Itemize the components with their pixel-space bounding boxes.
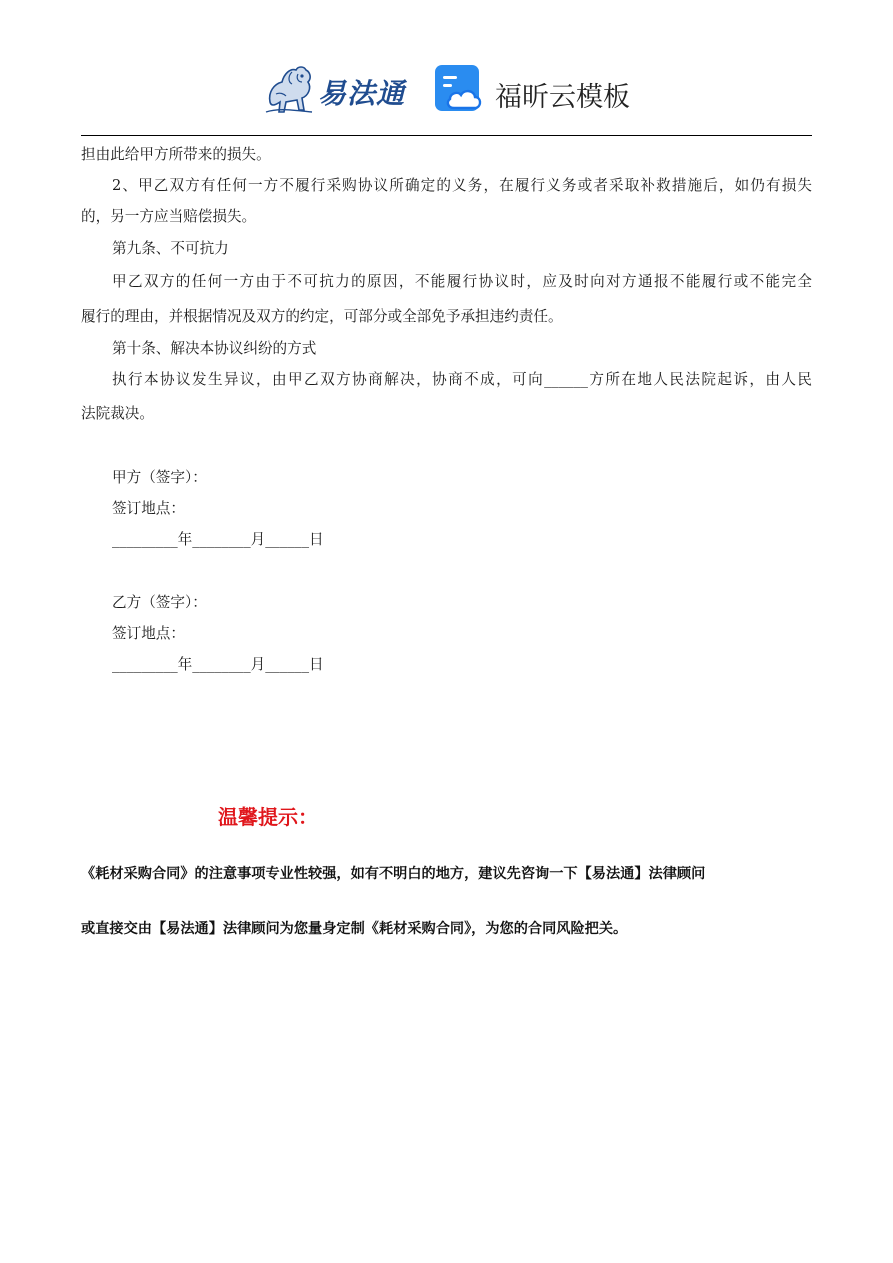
horse-emblem-icon — [262, 62, 320, 118]
fuxin-logo-text: 福昕云模板 — [495, 82, 630, 113]
tip-line-1: 《耗材采购合同》的注意事项专业性较强，如有不明白的地方，建议先咨询一下【易法通】法律顾问 — [81, 866, 706, 882]
party-b-signature: 乙方（签字）： — [112, 594, 207, 611]
party-b-date: _________年________月______日 — [112, 656, 324, 673]
cloud-document-app-icon — [434, 64, 484, 114]
yifatong-logo — [262, 62, 412, 118]
article-10-line-2: 法院裁决。 — [81, 405, 154, 422]
yifatong-logo-text: 易法通 — [318, 77, 406, 110]
article-9-heading: 第九条、不可抗力 — [112, 240, 229, 257]
article-10-heading: 第十条、解决本协议纠纷的方式 — [112, 340, 317, 357]
paragraph-continuation: 担由此给甲方所带来的损失。 — [81, 146, 271, 163]
party-a-date: _________年________月______日 — [112, 531, 324, 548]
party-b-signing-place: 签订地点： — [112, 625, 185, 642]
tip-title: 温馨提示： — [218, 805, 318, 829]
clause-2-line-2: 的，另一方应当赔偿损失。 — [81, 208, 257, 225]
party-a-signing-place: 签订地点： — [112, 500, 185, 517]
party-a-signature: 甲方（签字）： — [112, 469, 207, 486]
article-9-line-2: 履行的理由，并根据情况及双方的约定，可部分或全部免予承担违约责任。 — [81, 308, 563, 325]
fuxin-cloud-template-logo — [434, 64, 654, 116]
page-header — [0, 58, 893, 124]
header-divider — [81, 135, 812, 136]
article-10-line-1: 执行本协议发生异议，由甲乙双方协商解决，协商不成，可向______方所在地人民法院起诉，由人民 — [112, 371, 812, 388]
article-9-line-1: 甲乙双方的任何一方由于不可抗力的原因，不能履行协议时，应及时向对方通报不能履行或不能完全 — [112, 273, 812, 290]
clause-2-line-1: 2、甲乙双方有任何一方不履行采购协议所确定的义务，在履行义务或者采取补救措施后，如仍有损失 — [112, 177, 812, 194]
tip-line-2: 或直接交由【易法通】法律顾问为您量身定制《耗材采购合同》，为您的合同风险把关。 — [81, 921, 628, 937]
